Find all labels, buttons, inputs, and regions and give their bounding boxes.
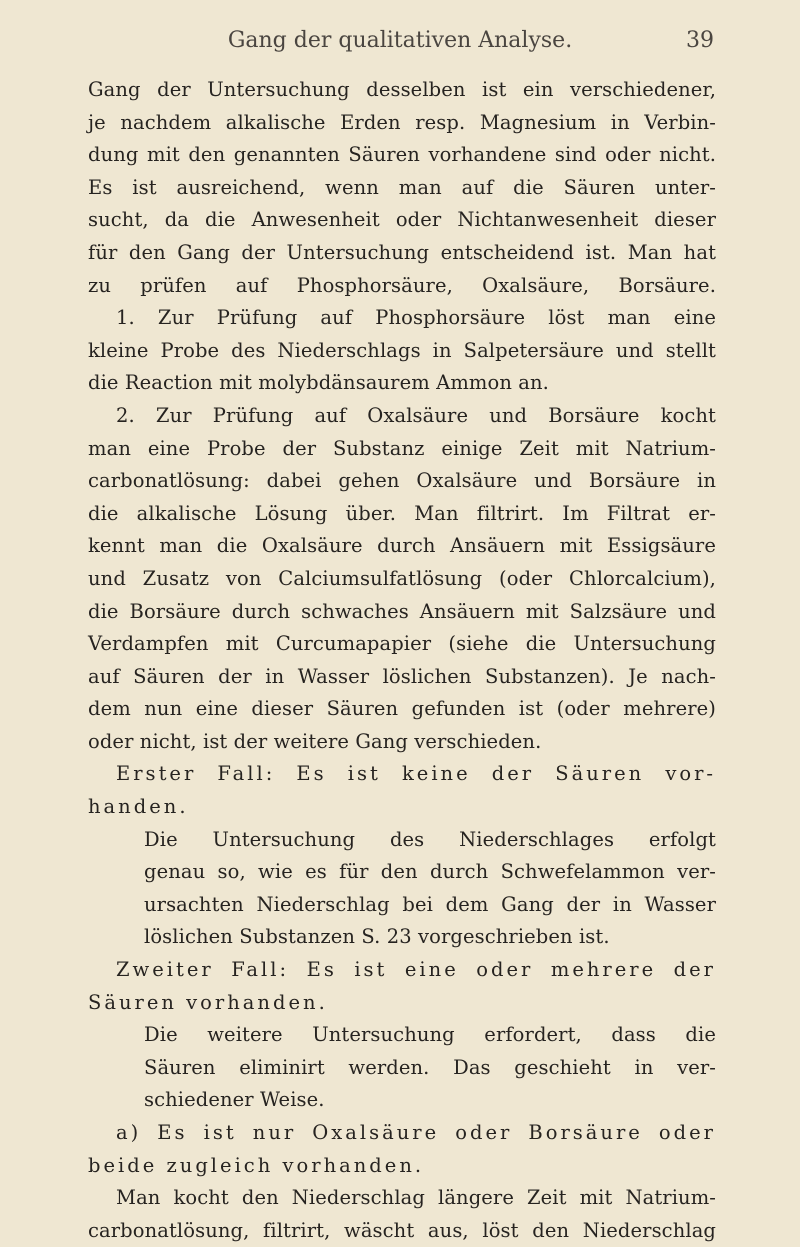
text-line: man eine Probe der Substanz einige Zeit mit Natrium- [88, 436, 716, 460]
text-line: carbonatlösung: dabei gehen Oxalsäure und Borsäure in [88, 469, 716, 493]
text-line: Es ist ausreichend, wenn man auf die Säuren unter- [88, 175, 716, 199]
text-line: Erster Fall: Es ist keine der Säuren vor- [116, 762, 716, 786]
text-line: dung mit den genannten Säuren vorhandene sind oder nicht. [88, 143, 716, 167]
running-head [0, 26, 800, 56]
text-line: und Zusatz von Calciumsulfatlösung (oder Chlorcalcium), [88, 566, 716, 590]
text-line: auf Säuren der in Wasser löslichen Substanzen). Je nach- [88, 664, 716, 688]
text-line: Zweiter Fall: Es ist eine oder mehrere der [116, 958, 716, 982]
running-title: Gang der qualitativen Analyse. [227, 28, 573, 53]
page-number: 39 [686, 28, 714, 53]
text-line: handen. [88, 795, 189, 819]
text-line: die alkalische Lösung über. Man filtrirt. Im Filtrat er- [88, 501, 716, 525]
text-line: Verdampfen mit Curcumapapier (siehe die Untersuchung [88, 632, 716, 656]
text-line: Die Untersuchung des Niederschlages erfolgt [144, 827, 716, 851]
text-line: a) Es ist nur Oxalsäure oder Borsäure oder [116, 1121, 716, 1144]
text-line: dem nun eine dieser Säuren gefunden ist (oder mehrere) [88, 697, 716, 721]
text-line: Säuren eliminirt werden. Das geschieht in ver- [144, 1055, 716, 1079]
text-line: Säuren vorhanden. [88, 990, 328, 1014]
text-line: sucht, da die Anwesenheit oder Nichtanwesenheit dieser [88, 208, 716, 232]
text-line: kennt man die Oxalsäure durch Ansäuern mit Essigsäure [88, 534, 716, 558]
text-line: schiedener Weise. [144, 1088, 325, 1112]
text-line: Gang der Untersuchung desselben ist ein verschiedener, [88, 78, 716, 101]
text-line: genau so, wie es für den durch Schwefelammon ver- [144, 860, 716, 884]
text-line: Man kocht den Niederschlag längere Zeit mit Natrium- [116, 1186, 716, 1210]
text-line: Die weitere Untersuchung erfordert, dass die [144, 1023, 716, 1047]
text-line: oder nicht, ist der weitere Gang verschieden. [88, 729, 542, 753]
body-text [88, 74, 716, 1247]
text-line: für den Gang der Untersuchung entscheidend ist. Man hat [88, 240, 716, 264]
text-line: carbonatlösung, filtrirt, wäscht aus, löst den Niederschlag [88, 1218, 716, 1242]
text-line: ursachten Niederschlag bei dem Gang der in Wasser [144, 892, 716, 916]
text-line: 2. Zur Prüfung auf Oxalsäure und Borsäure kocht [116, 403, 716, 427]
text-line: kleine Probe des Niederschlags in Salpetersäure und stellt [88, 338, 716, 362]
text-line: die Borsäure durch schwaches Ansäuern mit Salzsäure und [88, 599, 716, 623]
text-line: je nachdem alkalische Erden resp. Magnesium in Verbin- [88, 110, 716, 134]
text-line: löslichen Substanzen S. 23 vorgeschrieben ist. [144, 925, 610, 949]
text-line: zu prüfen auf Phosphorsäure, Oxalsäure, Borsäure. [88, 273, 716, 297]
text-line: die Reaction mit molybdänsaurem Ammon an. [88, 371, 549, 395]
text-line: beide zugleich vorhanden. [88, 1153, 425, 1177]
text-line: 1. Zur Prüfung auf Phosphorsäure löst man eine [116, 306, 716, 330]
